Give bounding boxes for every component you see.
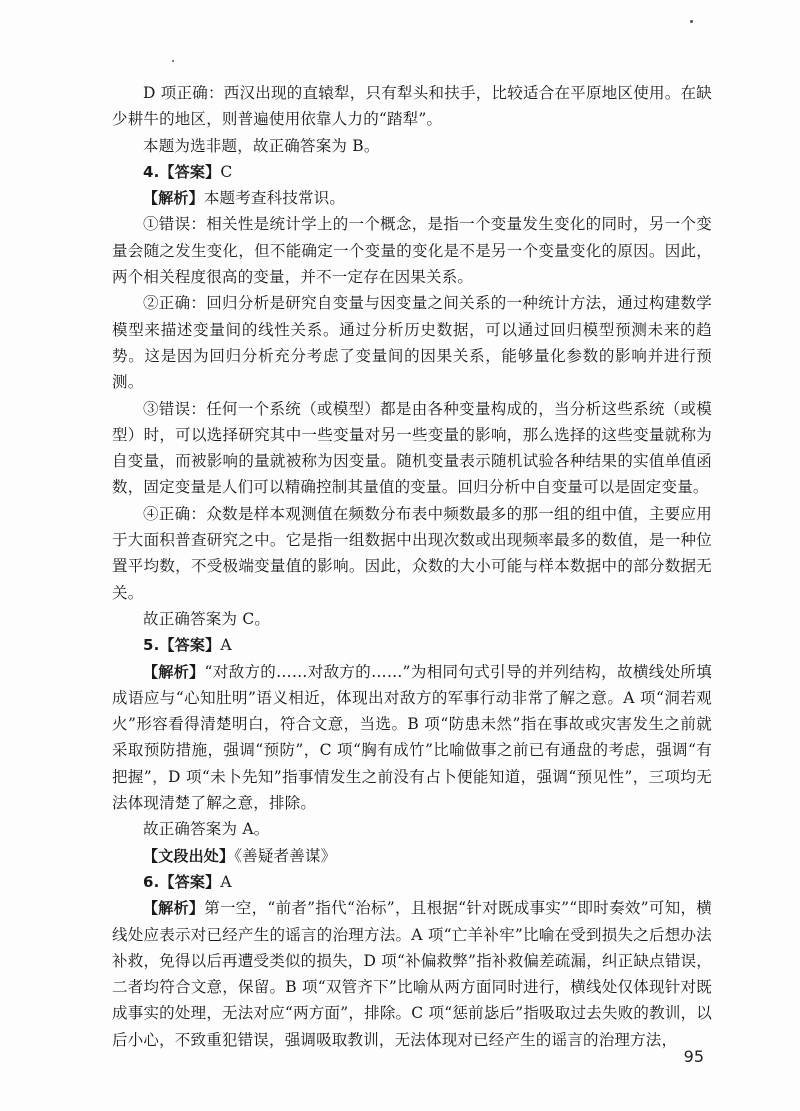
paragraph: ④正确：众数是样本观测值在频数分布表中频数最多的那一组的组中值，主要应用于大面积普查研究之中。它是指一组数据中出现次数或出现频率最多的数值，是一种位置平均数，不受极端变量值的影响。因此，众数的大小可能与样本数据中的部分数据无关。 — [112, 504, 712, 602]
answer-label: 6.【答案】 — [143, 872, 221, 891]
text-body — [112, 80, 712, 1053]
answer-label: 5.【答案】 — [143, 636, 221, 655]
paragraph: D 项正确：西汉出现的直辕犁，只有犁头和扶手，比较适合在平原地区使用。在缺少耕牛的地区，则普遍使用依靠人力的“踏犁”。 — [112, 84, 712, 129]
source-label: 【文段出处】 — [143, 846, 235, 865]
paragraph: 【解析】本题考查科技常识。 — [143, 189, 346, 208]
answer-label: 4.【答案】 — [143, 162, 221, 181]
scan-speck — [690, 20, 693, 23]
paragraph: 本题为选非题，故正确答案为 B。 — [143, 136, 380, 155]
paragraph: 【文段出处】《善疑者善谋》 — [143, 846, 337, 865]
paragraph: 故正确答案为 C。 — [143, 609, 271, 628]
scan-speck — [172, 60, 174, 62]
paragraph: 【解析】“对敌方的……对敌方的……”为相同句式引导的并列结构，故横线处所填成语应与“心知肚明”语义相近，体现出对敌方的军事行动非常了解之意。A 项“洞若观火”形容看得清楚明白，符合文意，当选。B 项“防患未然”指在事故或灾害发生之前就采取预防措施，强调“预防”，C 项“胸有成竹”比喻做事之前已有通盘的考虑，强调“有把握”，D 项“未卜先知”指事情发生之前没有占卜便能知道，强调“预见性”，三项均无法体现清楚了解之意，排除。 — [112, 662, 712, 813]
paragraph: 4.【答案】C — [143, 162, 233, 181]
paragraph: 故正确答案为 A。 — [143, 820, 270, 839]
paragraph: 5.【答案】A — [143, 636, 232, 655]
analysis-label: 【解析】 — [143, 899, 205, 918]
paragraph: ①错误：相关性是统计学上的一个概念，是指一个变量发生变化的同时，另一个变量会随之发生变化，但不能确定一个变量的变化是不是另一个变量变化的原因。因此，两个相关程度很高的变量，并不一定存在因果关系。 — [112, 215, 712, 287]
paragraph: 6.【答案】A — [143, 872, 232, 891]
page-number: 95 — [683, 1047, 704, 1066]
analysis-label: 【解析】 — [143, 189, 204, 208]
paragraph: ③错误：任何一个系统（或模型）都是由各种变量构成的，当分析这些系统（或模型）时，可以选择研究其中一些变量对另一些变量的影响，那么选择的这些变量就称为自变量，而被影响的量就被称为因变量。随机变量表示随机试验各种结果的实值单值函数，固定变量是人们可以精确控制其量值的变量。回归分析中自变量可以是固定变量。 — [112, 399, 712, 497]
paragraph: ②正确：回归分析是研究自变量与因变量之间关系的一种统计方法，通过构建数学模型来描述变量间的线性关系。通过分析历史数据，可以通过回归模型预测未来的趋势。这是因为回归分析充分考虑了变量间的因果关系，能够量化参数的影响并进行预测。 — [112, 294, 712, 392]
paragraph: 【解析】第一空，“前者”指代“治标”，且根据“针对既成事实”“即时奏效”可知，横线处应表示对已经产生的谣言的治理方法。A 项“亡羊补牢”比喻在受到损失之后想办法补救，免得以后再遭受类似的损失，D 项“补偏救弊”指补救偏差疏漏，纠正缺点错误，二者均符合文意，保留。B 项“双管齐下”比喻从两方面同时进行，横线处仅体现针对既成事实的处理，无法对应“两方面”，排除。C 项“惩前毖后”指吸取过去失败的教训，以后小心，不致重犯错误，强调吸取教训，无法体现对已经产生的谣言的治理方法， — [112, 899, 712, 1049]
analysis-label: 【解析】 — [143, 662, 205, 681]
